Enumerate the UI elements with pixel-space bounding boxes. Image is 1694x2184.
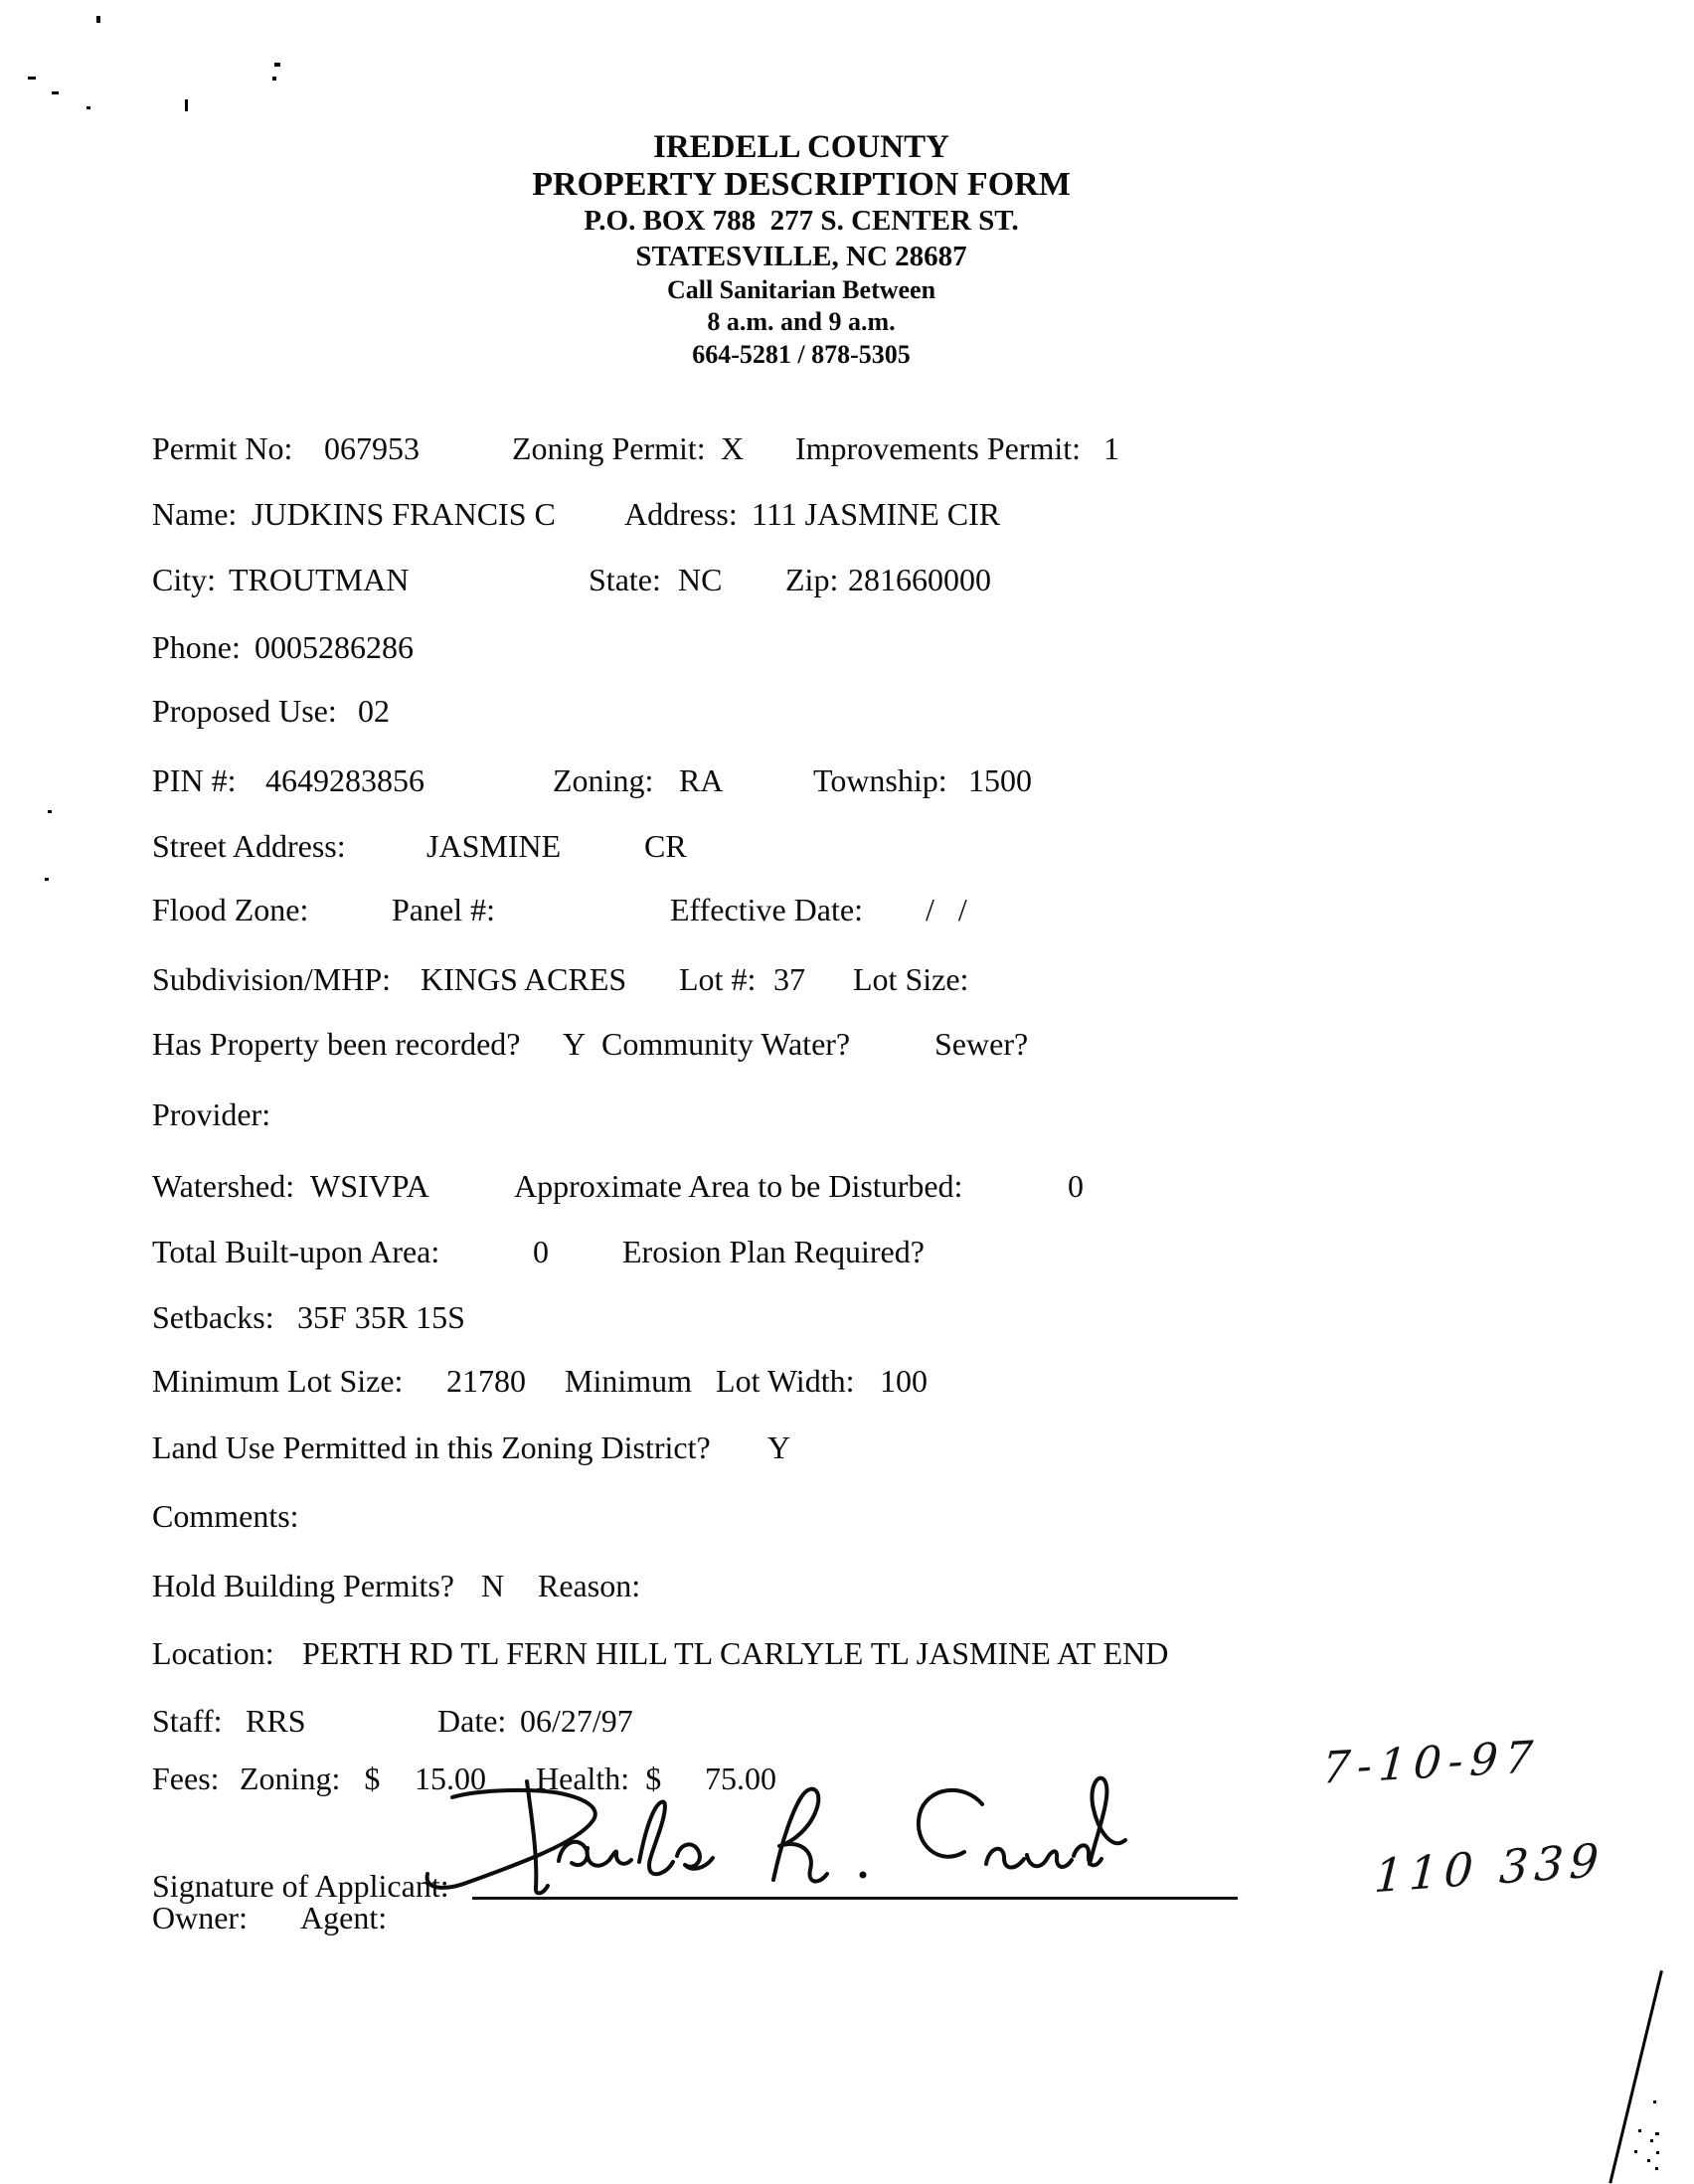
zoning-value: RA — [679, 762, 724, 798]
scan-artifact — [1634, 2150, 1637, 2153]
phone-value: 0005286286 — [254, 629, 414, 665]
row-hold-permits — [0, 1568, 1694, 1611]
row-city-state-zip — [0, 562, 1694, 605]
hold-permits-label: Hold Building Permits? — [152, 1568, 454, 1603]
zip-value: 281660000 — [848, 562, 991, 597]
signature-stroke-r — [773, 1789, 827, 1882]
handwritten-file-number: 110 339 — [1372, 1832, 1607, 1904]
row-comments — [0, 1498, 1694, 1542]
header-county: IREDELL COUNTY — [653, 129, 949, 165]
row-setbacks — [0, 1299, 1694, 1343]
min-lot-width-value: 100 — [880, 1363, 928, 1399]
sewer-label: Sewer? — [934, 1026, 1029, 1062]
community-water-label: Community Water? — [601, 1026, 851, 1062]
name-label: Name: — [152, 496, 238, 532]
watershed-label: Watershed: — [152, 1168, 295, 1204]
township-value: 1500 — [968, 762, 1032, 798]
street-name-value: JASMINE — [426, 828, 562, 864]
row-flood-zone — [0, 892, 1694, 935]
staff-label: Staff: — [152, 1703, 223, 1739]
row-permit — [0, 430, 1694, 474]
scan-artifact — [274, 63, 280, 67]
signature-stroke-c — [919, 1790, 982, 1857]
built-upon-label: Total Built-upon Area: — [152, 1234, 440, 1269]
scan-artifact — [96, 16, 100, 23]
applicant-signature — [408, 1764, 1163, 1924]
scan-artifact — [272, 77, 276, 81]
min-lot-size-label: Minimum Lot Size: — [152, 1363, 404, 1399]
min-lot-width-label: Minimum Lot Width: — [565, 1363, 855, 1399]
scan-artifact — [1656, 2151, 1659, 2154]
permit-no-value: 067953 — [324, 430, 420, 466]
scan-artifact — [28, 77, 36, 80]
health-fee-label: Health: $ — [536, 1761, 662, 1796]
scan-artifact — [1655, 2132, 1659, 2135]
row-provider — [0, 1096, 1694, 1140]
agent-label: Agent: — [300, 1900, 388, 1935]
pin-label: PIN #: — [152, 762, 237, 798]
row-location — [0, 1635, 1694, 1679]
state-value: NC — [678, 562, 723, 597]
min-lot-size-value: 21780 — [446, 1363, 526, 1399]
recorded-value: Y — [563, 1026, 587, 1062]
proposed-use-label: Proposed Use: — [152, 693, 337, 729]
street-address-label: Street Address: — [152, 828, 346, 864]
fees-label: Fees: — [152, 1761, 220, 1796]
row-street-address — [0, 828, 1694, 872]
zoning-fee-value: 15.00 — [415, 1761, 486, 1796]
scan-artifact — [45, 878, 49, 881]
phone-label: Phone: — [152, 629, 241, 665]
area-disturbed-value: 0 — [1068, 1168, 1084, 1204]
row-watershed — [0, 1168, 1694, 1212]
scan-artifact — [1655, 2167, 1658, 2170]
signature-dot — [860, 1872, 867, 1879]
township-label: Township: — [813, 762, 947, 798]
row-pin-zoning-township — [0, 762, 1694, 806]
row-land-use — [0, 1429, 1694, 1473]
scan-artifact — [1638, 2129, 1641, 2132]
scan-artifact — [1647, 2159, 1650, 2162]
provider-label: Provider: — [152, 1096, 271, 1132]
scan-artifact — [48, 810, 52, 813]
reason-label: Reason: — [538, 1568, 641, 1603]
lot-no-value: 37 — [773, 961, 805, 997]
staff-value: RRS — [246, 1703, 306, 1739]
signature-stroke-p-stem — [527, 1781, 548, 1893]
area-disturbed-label: Approximate Area to be Disturbed: — [514, 1168, 963, 1204]
effective-date-value: / / — [926, 892, 967, 927]
row-subdivision — [0, 961, 1694, 1005]
panel-label: Panel #: — [392, 892, 495, 927]
location-label: Location: — [152, 1635, 274, 1671]
address-value: 111 JASMINE CIR — [752, 496, 1001, 532]
subdivision-value: KINGS ACRES — [421, 961, 627, 997]
signature-stroke-au — [559, 1842, 631, 1866]
setbacks-label: Setbacks: — [152, 1299, 274, 1335]
recorded-label: Has Property been recorded? — [152, 1026, 521, 1062]
built-upon-value: 0 — [533, 1234, 549, 1269]
row-phone — [0, 629, 1694, 673]
owner-label: Owner: — [152, 1900, 248, 1935]
header-form-title: PROPERTY DESCRIPTION FORM — [532, 166, 1071, 203]
improvements-permit-label: Improvements Permit: — [795, 430, 1082, 466]
hold-permits-value: N — [481, 1568, 505, 1603]
subdivision-label: Subdivision/MHP: — [152, 961, 392, 997]
header-address: P.O. BOX 788 277 S. CENTER ST. — [584, 205, 1019, 237]
state-label: State: — [589, 562, 661, 597]
pin-value: 4649283856 — [265, 762, 424, 798]
proposed-use-value: 02 — [358, 693, 390, 729]
effective-date-label: Effective Date: — [670, 892, 863, 927]
handwritten-date-note: 7-10-97 — [1320, 1732, 1542, 1794]
signature-stroke-owan — [986, 1845, 1101, 1867]
zoning-permit-value: X — [721, 430, 745, 466]
comments-label: Comments: — [152, 1498, 299, 1534]
signature-stroke-la — [639, 1801, 713, 1874]
date-value: 06/27/97 — [520, 1703, 633, 1739]
scan-artifact — [52, 91, 59, 94]
row-recorded-water-sewer — [0, 1026, 1694, 1070]
city-value: TROUTMAN — [229, 562, 410, 597]
watershed-value: WSIVPA — [310, 1168, 429, 1204]
signature-applicant-label: Signature of Applicant: — [152, 1868, 449, 1904]
scan-artifact — [1650, 2139, 1653, 2142]
lot-no-label: Lot #: — [679, 961, 757, 997]
improvements-permit-value: 1 — [1103, 430, 1119, 466]
row-proposed-use — [0, 693, 1694, 737]
row-minimum-lot — [0, 1363, 1694, 1407]
permit-no-label: Permit No: — [152, 430, 293, 466]
row-name-address — [0, 496, 1694, 540]
setbacks-value: 35F 35R 15S — [297, 1299, 465, 1335]
land-use-value: Y — [767, 1429, 791, 1465]
flood-zone-label: Flood Zone: — [152, 892, 309, 927]
erosion-plan-label: Erosion Plan Required? — [622, 1234, 925, 1269]
signature-stroke-flourish — [1090, 1778, 1125, 1864]
name-value: JUDKINS FRANCIS C — [252, 496, 556, 532]
city-label: City: — [152, 562, 217, 597]
date-label: Date: — [437, 1703, 507, 1739]
scan-artifact — [86, 106, 90, 109]
zoning-permit-label: Zoning Permit: — [512, 430, 706, 466]
lot-size-label: Lot Size: — [853, 961, 969, 997]
street-type-value: CR — [644, 828, 687, 864]
zoning-fee-label: Zoning: $ — [240, 1761, 381, 1796]
row-built-upon — [0, 1234, 1694, 1277]
land-use-label: Land Use Permitted in this Zoning District? — [152, 1429, 711, 1465]
scan-artifact — [185, 99, 188, 111]
header-phone-numbers: 664-5281 / 878-5305 — [692, 340, 911, 369]
health-fee-value: 75.00 — [705, 1761, 776, 1796]
header-call-note: Call Sanitarian Between — [666, 275, 936, 304]
header-call-hours: 8 a.m. and 9 a.m. — [707, 307, 896, 336]
location-value: PERTH RD TL FERN HILL TL CARLYLE TL JASMINE AT END — [302, 1635, 1169, 1671]
address-label: Address: — [624, 496, 738, 532]
signature-stroke-p-swoosh — [427, 1790, 595, 1888]
zip-label: Zip: — [785, 562, 839, 597]
header-city-state-zip: STATESVILLE, NC 28687 — [635, 241, 967, 272]
scan-artifact — [1653, 2100, 1656, 2103]
zoning-label: Zoning: — [553, 762, 654, 798]
